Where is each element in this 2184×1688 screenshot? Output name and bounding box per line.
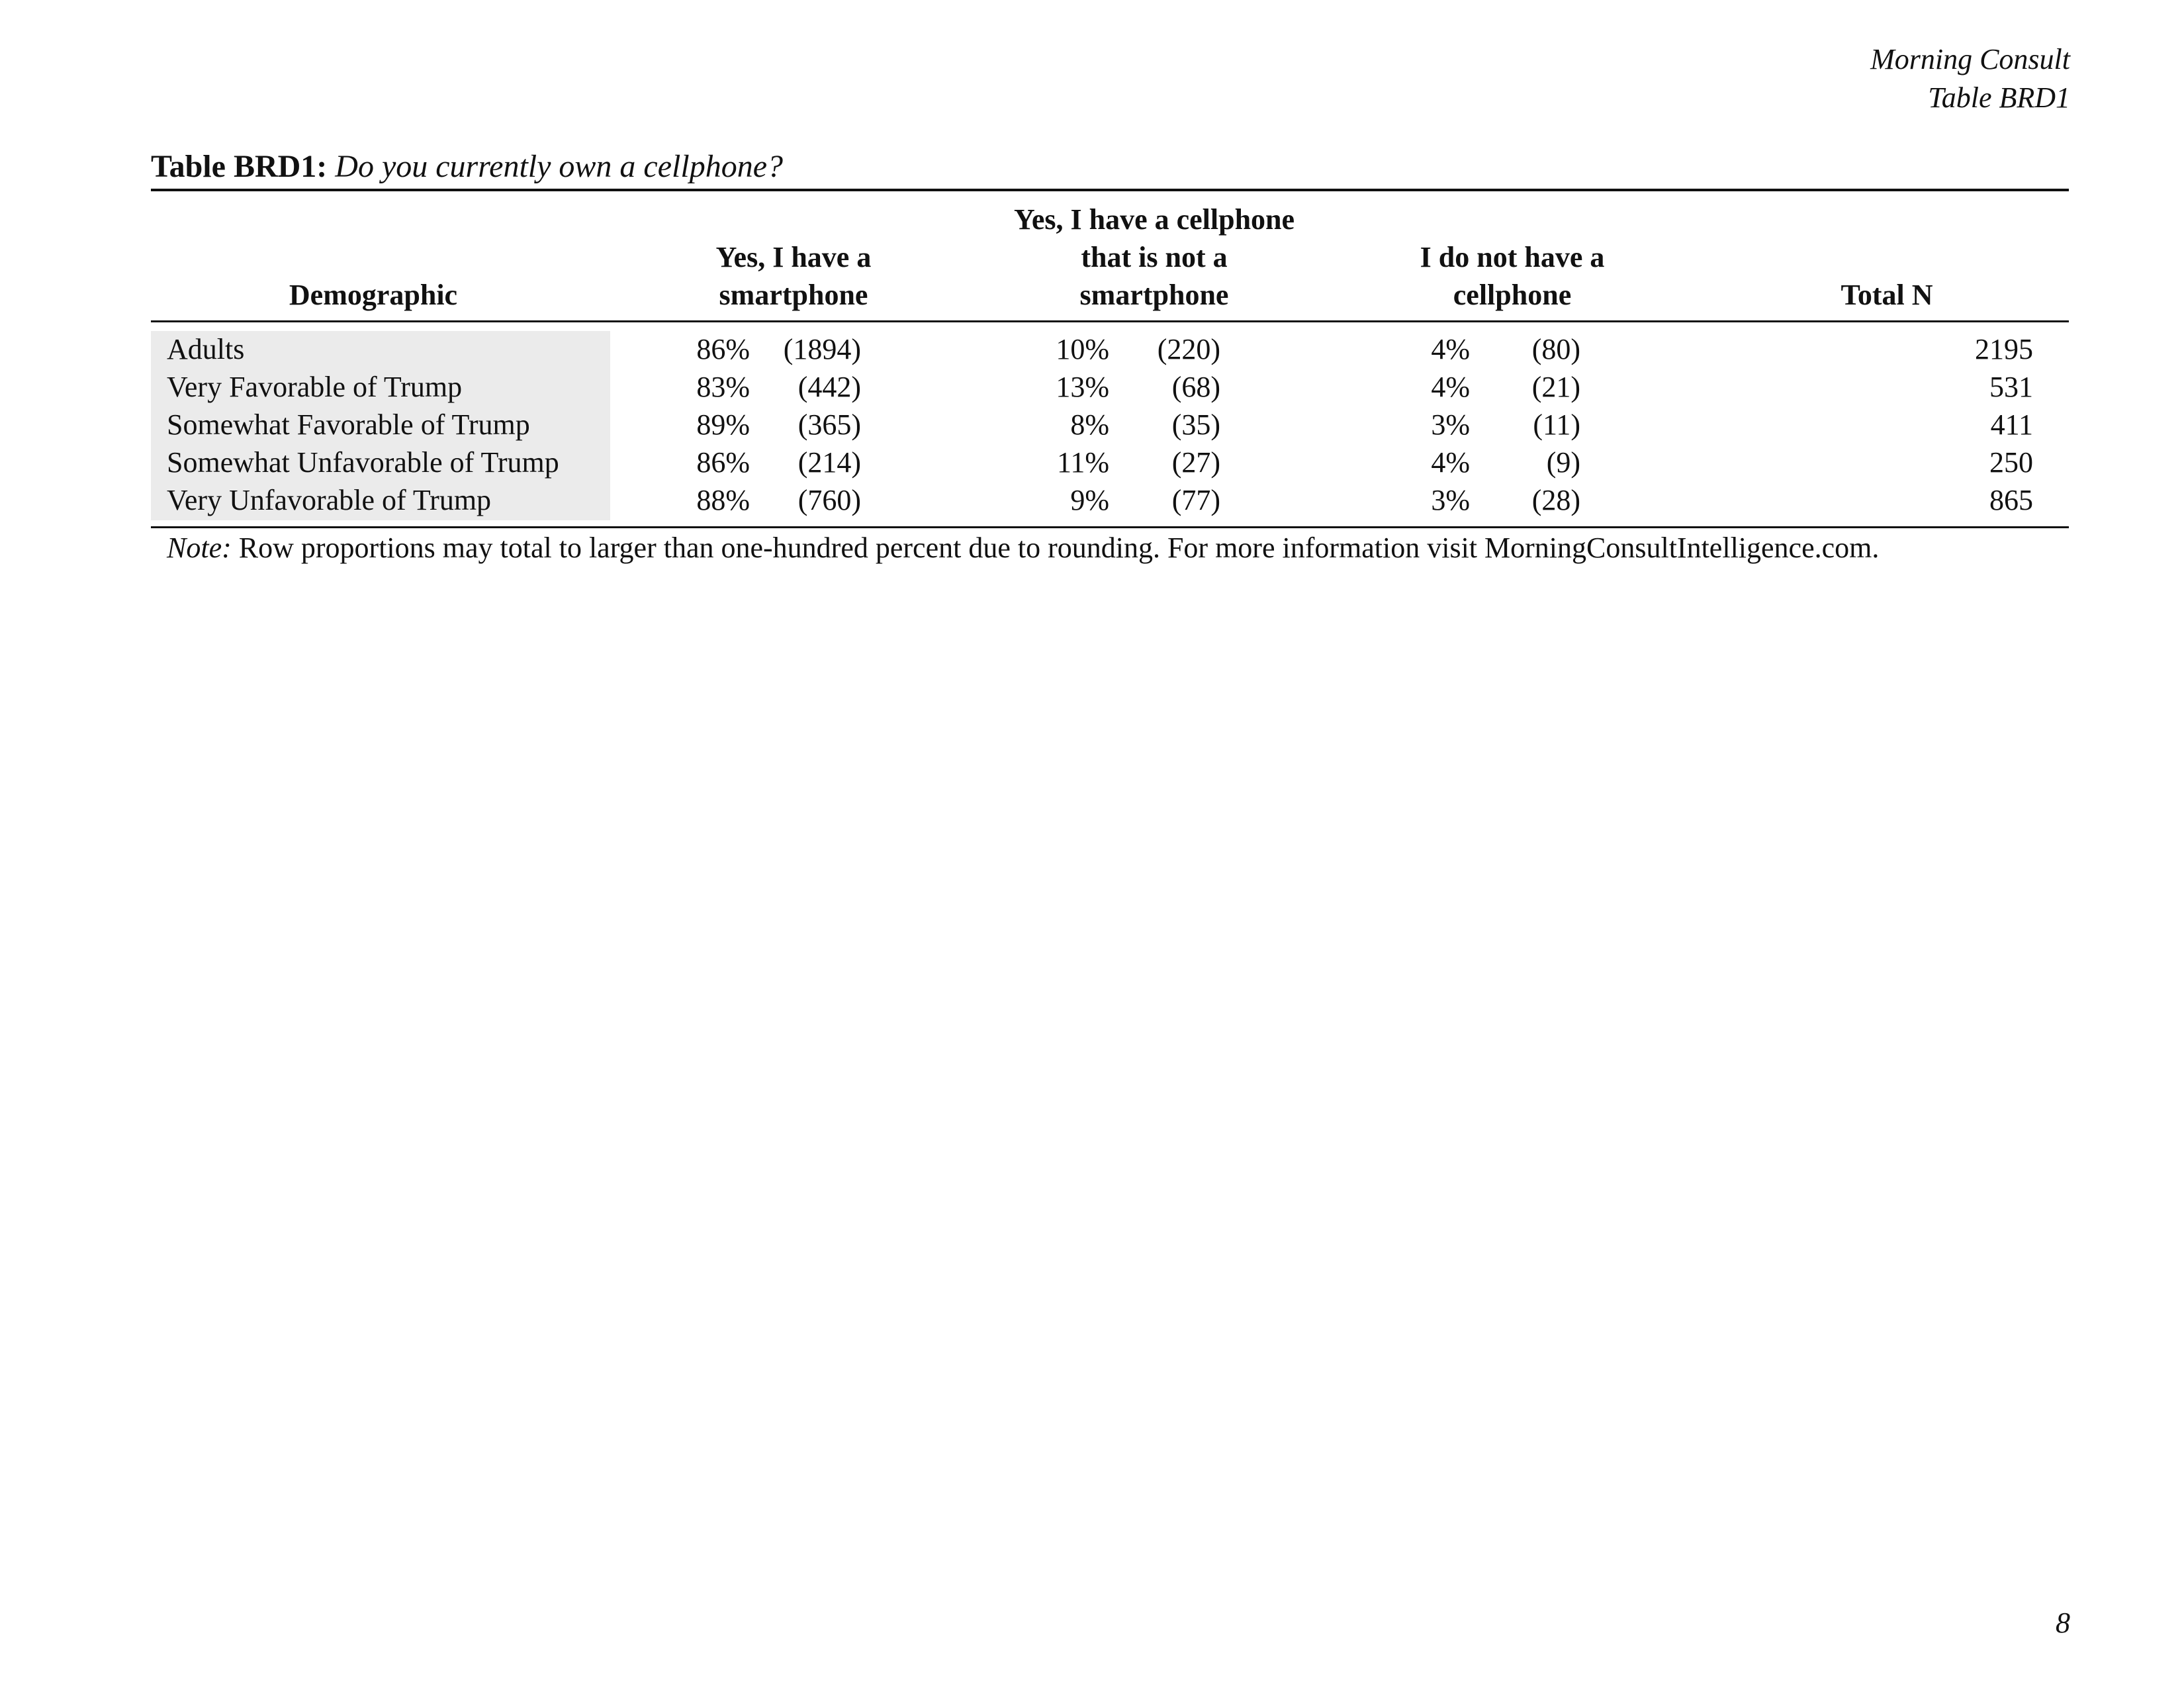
no-cellphone-pct: 4%	[1431, 371, 1470, 403]
total-n: 865	[1989, 484, 2033, 516]
note-label: Note:	[167, 532, 232, 564]
no-cellphone-n: (21)	[1531, 371, 1580, 403]
smartphone-n: (214)	[797, 446, 861, 479]
smartphone-n: (760)	[797, 484, 861, 516]
non-smartphone-n: (77)	[1171, 484, 1220, 516]
no-cellphone-pct: 4%	[1431, 446, 1470, 479]
total-n: 531	[1989, 371, 2033, 403]
smartphone-pct: 86%	[696, 333, 750, 365]
non-smartphone-n: (220)	[1157, 333, 1220, 365]
table-title	[151, 151, 783, 183]
smartphone-pct: 88%	[696, 484, 750, 516]
no-cellphone-n: (80)	[1531, 333, 1580, 365]
non-smartphone-n: (27)	[1171, 446, 1220, 479]
no-cellphone-n: (28)	[1531, 484, 1580, 516]
non-smartphone-pct: 13%	[1056, 371, 1109, 403]
header-table-id: Table BRD1	[1928, 81, 2070, 114]
non-smartphone-pct: 10%	[1056, 333, 1109, 365]
header-demographic: Demographic	[289, 279, 458, 311]
smartphone-n: (365)	[797, 408, 861, 441]
page-number: 8	[2056, 1607, 2070, 1639]
total-n: 250	[1989, 446, 2033, 479]
header-col1-line1: Yes, I have a	[715, 241, 872, 273]
non-smartphone-pct: 9%	[1070, 484, 1109, 516]
non-smartphone-pct: 8%	[1070, 408, 1109, 441]
total-n: 2195	[1975, 333, 2033, 365]
no-cellphone-n: (11)	[1533, 408, 1580, 441]
non-smartphone-n: (68)	[1171, 371, 1220, 403]
header-col2-line2: that is not a	[1081, 241, 1228, 273]
no-cellphone-pct: 3%	[1431, 408, 1470, 441]
row-label: Very Unfavorable of Trump	[167, 484, 492, 516]
bottom-rule	[151, 526, 2069, 528]
row-label: Somewhat Favorable of Trump	[167, 408, 530, 441]
non-smartphone-n: (35)	[1171, 408, 1220, 441]
smartphone-n: (442)	[797, 371, 861, 403]
no-cellphone-pct: 3%	[1431, 484, 1470, 516]
top-rule	[151, 189, 2069, 191]
header-col2-line3: smartphone	[1079, 279, 1229, 311]
row-label: Adults	[167, 333, 245, 365]
note-text: Row proportions may total to larger than one-hundred percent due to rounding. For more information visit MorningConsultIntelligence.com.	[238, 532, 1880, 564]
total-n: 411	[1990, 408, 2033, 441]
no-cellphone-n: (9)	[1546, 446, 1580, 479]
row-label: Somewhat Unfavorable of Trump	[167, 446, 559, 479]
no-cellphone-pct: 4%	[1431, 333, 1470, 365]
header-col2-line1: Yes, I have a cellphone	[1013, 203, 1295, 236]
table-note	[167, 534, 1879, 563]
header-col3-line1: I do not have a	[1420, 241, 1605, 273]
title-question: Do you currently own a cellphone?	[335, 149, 784, 184]
header-rule	[151, 320, 2069, 322]
smartphone-n: (1894)	[783, 333, 861, 365]
row-label: Very Favorable of Trump	[167, 371, 463, 403]
header-total: Total N	[1841, 279, 1933, 311]
smartphone-pct: 86%	[696, 446, 750, 479]
header-col1-line2: smartphone	[719, 279, 868, 311]
header-org: Morning Consult	[1870, 43, 2070, 75]
title-label: Table BRD1:	[151, 149, 328, 184]
smartphone-pct: 83%	[696, 371, 750, 403]
smartphone-pct: 89%	[696, 408, 750, 441]
header-col3-line2: cellphone	[1453, 279, 1572, 311]
non-smartphone-pct: 11%	[1056, 446, 1109, 479]
